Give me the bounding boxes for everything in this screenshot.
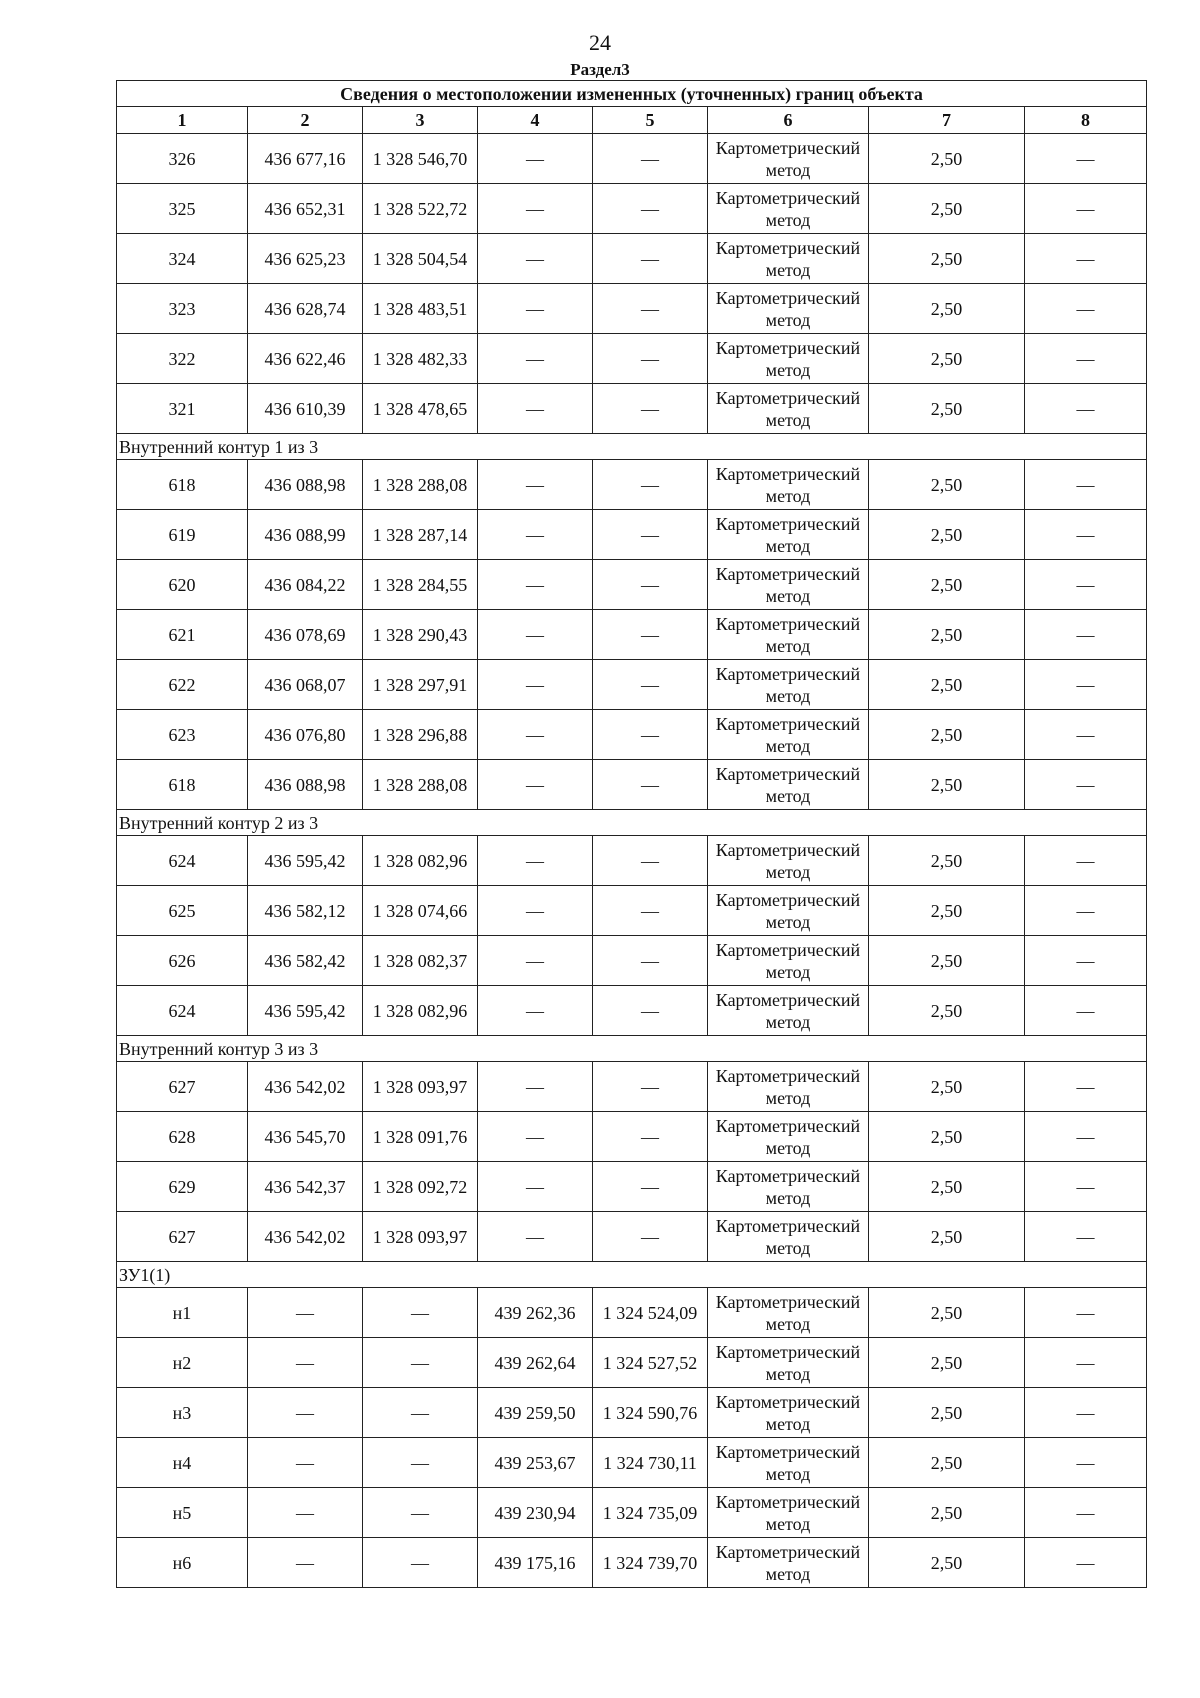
cell-point-number: 323 [117,284,248,334]
cell-new-x: 439 262,64 [478,1338,593,1388]
cell-description: — [1025,510,1147,560]
cell-method: Картометрический метод [708,284,869,334]
cell-description: — [1025,184,1147,234]
cell-method: Картометрический метод [708,1112,869,1162]
cell-old-x: 436 595,42 [248,836,363,886]
cell-description: — [1025,134,1147,184]
cell-old-y: — [363,1538,478,1588]
cell-new-x: — [478,886,593,936]
cell-precision: 2,50 [869,1488,1025,1538]
cell-precision: 2,50 [869,610,1025,660]
cell-old-x: 436 542,02 [248,1062,363,1112]
cell-method: Картометрический метод [708,710,869,760]
cell-new-y: — [593,660,708,710]
cell-point-number: 324 [117,234,248,284]
cell-old-y: 1 328 091,76 [363,1112,478,1162]
cell-description: — [1025,986,1147,1036]
column-number-header: 5 [593,107,708,134]
cell-new-y: 1 324 524,09 [593,1288,708,1338]
cell-point-number: 628 [117,1112,248,1162]
cell-method: Картометрический метод [708,134,869,184]
cell-new-y: 1 324 739,70 [593,1538,708,1588]
cell-precision: 2,50 [869,936,1025,986]
cell-precision: 2,50 [869,1288,1025,1338]
cell-new-x: — [478,836,593,886]
cell-precision: 2,50 [869,510,1025,560]
cell-description: — [1025,1062,1147,1112]
cell-new-x: — [478,760,593,810]
table-row [117,384,1147,434]
cell-precision: 2,50 [869,1162,1025,1212]
cell-description: — [1025,936,1147,986]
cell-precision: 2,50 [869,234,1025,284]
cell-method: Картометрический метод [708,886,869,936]
cell-old-x: 436 545,70 [248,1112,363,1162]
cell-point-number: н3 [117,1388,248,1438]
cell-old-x: 436 542,37 [248,1162,363,1212]
cell-old-y: 1 328 082,37 [363,936,478,986]
cell-new-x: 439 262,36 [478,1288,593,1338]
table-row [117,134,1147,184]
cell-new-y: — [593,184,708,234]
cell-new-x: — [478,1062,593,1112]
table-row [117,1388,1147,1438]
cell-new-x: — [478,134,593,184]
table-row [117,1212,1147,1262]
cell-new-y: — [593,134,708,184]
cell-old-y: 1 328 522,72 [363,184,478,234]
cell-method: Картометрический метод [708,610,869,660]
cell-point-number: 629 [117,1162,248,1212]
cell-old-y: 1 328 290,43 [363,610,478,660]
table-row [117,610,1147,660]
cell-point-number: 326 [117,134,248,184]
cell-method: Картометрический метод [708,384,869,434]
column-number-header: 3 [363,107,478,134]
cell-precision: 2,50 [869,184,1025,234]
cell-new-x: — [478,284,593,334]
cell-old-x: 436 622,46 [248,334,363,384]
cell-method: Картометрический метод [708,1388,869,1438]
cell-new-y: — [593,936,708,986]
cell-point-number: 622 [117,660,248,710]
cell-precision: 2,50 [869,760,1025,810]
cell-description: — [1025,710,1147,760]
cell-new-x: — [478,660,593,710]
cell-old-y: 1 328 288,08 [363,760,478,810]
cell-point-number: н1 [117,1288,248,1338]
cell-description: — [1025,836,1147,886]
cell-description: — [1025,1538,1147,1588]
table-row [117,1112,1147,1162]
cell-new-y: — [593,510,708,560]
cell-old-x: 436 088,98 [248,760,363,810]
cell-old-y: 1 328 483,51 [363,284,478,334]
cell-point-number: 325 [117,184,248,234]
cell-old-y: 1 328 288,08 [363,460,478,510]
table-row [117,284,1147,334]
cell-point-number: 623 [117,710,248,760]
cell-new-x: 439 230,94 [478,1488,593,1538]
cell-precision: 2,50 [869,460,1025,510]
cell-new-x: 439 259,50 [478,1388,593,1438]
cell-precision: 2,50 [869,986,1025,1036]
cell-precision: 2,50 [869,134,1025,184]
cell-point-number: 624 [117,836,248,886]
page-number: 24 [589,30,611,55]
contour-heading: Внутренний контур 1 из 3 [117,434,1147,460]
cell-method: Картометрический метод [708,1212,869,1262]
contour-heading: Внутренний контур 3 из 3 [117,1036,1147,1062]
cell-new-x: — [478,460,593,510]
cell-new-x: — [478,560,593,610]
cell-new-y: — [593,1162,708,1212]
table-row [117,886,1147,936]
cell-point-number: 625 [117,886,248,936]
cell-point-number: 618 [117,460,248,510]
cell-point-number: 321 [117,384,248,434]
cell-description: — [1025,886,1147,936]
cell-description: — [1025,760,1147,810]
cell-description: — [1025,1112,1147,1162]
cell-old-y: 1 328 546,70 [363,134,478,184]
cell-new-y: — [593,836,708,886]
cell-precision: 2,50 [869,560,1025,610]
cell-method: Картометрический метод [708,1438,869,1488]
cell-new-y: — [593,284,708,334]
contour-heading-row [117,1036,1147,1062]
cell-old-x: 436 582,42 [248,936,363,986]
contour-heading: ЗУ1(1) [117,1262,1147,1288]
cell-old-x: 436 084,22 [248,560,363,610]
cell-old-x: 436 068,07 [248,660,363,710]
cell-description: — [1025,284,1147,334]
contour-heading-row [117,434,1147,460]
cell-precision: 2,50 [869,660,1025,710]
cell-old-x: 436 076,80 [248,710,363,760]
cell-point-number: 620 [117,560,248,610]
cell-old-y: — [363,1288,478,1338]
contour-heading-row [117,810,1147,836]
cell-method: Картометрический метод [708,836,869,886]
cell-precision: 2,50 [869,1212,1025,1262]
contour-heading-row [117,1262,1147,1288]
cell-point-number: 619 [117,510,248,560]
cell-point-number: н5 [117,1488,248,1538]
cell-old-x: — [248,1488,363,1538]
cell-point-number: 627 [117,1212,248,1262]
cell-old-x: — [248,1288,363,1338]
column-number-header: 8 [1025,107,1147,134]
table-row [117,710,1147,760]
cell-point-number: 624 [117,986,248,1036]
cell-new-x: 439 253,67 [478,1438,593,1488]
cell-new-x: — [478,610,593,660]
cell-old-y: 1 328 297,91 [363,660,478,710]
table-row [117,334,1147,384]
cell-new-x: — [478,1212,593,1262]
table-row [117,1162,1147,1212]
cell-old-x: 436 582,12 [248,886,363,936]
cell-precision: 2,50 [869,710,1025,760]
cell-old-x: 436 652,31 [248,184,363,234]
cell-old-x: 436 677,16 [248,134,363,184]
column-number-header: 6 [708,107,869,134]
cell-point-number: н2 [117,1338,248,1388]
cell-old-x: — [248,1438,363,1488]
cell-new-y: — [593,234,708,284]
cell-old-x: 436 088,98 [248,460,363,510]
cell-old-x: — [248,1338,363,1388]
cell-precision: 2,50 [869,1338,1025,1388]
table-row [117,936,1147,986]
cell-new-y: 1 324 735,09 [593,1488,708,1538]
cell-precision: 2,50 [869,1438,1025,1488]
cell-old-x: 436 078,69 [248,610,363,660]
cell-new-x: — [478,184,593,234]
cell-old-y: 1 328 284,55 [363,560,478,610]
cell-description: — [1025,1388,1147,1438]
cell-new-x: — [478,710,593,760]
cell-point-number: 618 [117,760,248,810]
cell-new-y: — [593,384,708,434]
cell-description: — [1025,610,1147,660]
column-number-header: 7 [869,107,1025,134]
cell-new-y: — [593,1212,708,1262]
cell-new-y: — [593,986,708,1036]
cell-old-y: 1 328 093,97 [363,1212,478,1262]
table-row [117,1288,1147,1338]
cell-precision: 2,50 [869,886,1025,936]
cell-precision: 2,50 [869,334,1025,384]
table-row [117,1338,1147,1388]
cell-new-y: — [593,760,708,810]
cell-precision: 2,50 [869,384,1025,434]
cell-old-y: 1 328 093,97 [363,1062,478,1112]
cell-method: Картометрический метод [708,1538,869,1588]
cell-point-number: 627 [117,1062,248,1112]
cell-point-number: н6 [117,1538,248,1588]
cell-new-y: 1 324 527,52 [593,1338,708,1388]
cell-old-y: 1 328 082,96 [363,836,478,886]
cell-new-y: — [593,1062,708,1112]
cell-method: Картометрический метод [708,1062,869,1112]
cell-new-x: — [478,510,593,560]
table-row [117,760,1147,810]
cell-description: — [1025,1288,1147,1338]
cell-description: — [1025,1338,1147,1388]
table-row [117,1538,1147,1588]
cell-new-y: — [593,610,708,660]
cell-method: Картометрический метод [708,936,869,986]
cell-new-x: — [478,1112,593,1162]
cell-point-number: 621 [117,610,248,660]
cell-new-y: — [593,1112,708,1162]
cell-new-x: — [478,986,593,1036]
cell-description: — [1025,384,1147,434]
cell-method: Картометрический метод [708,510,869,560]
cell-new-y: — [593,560,708,610]
cell-description: — [1025,460,1147,510]
cell-old-y: — [363,1388,478,1438]
cell-precision: 2,50 [869,836,1025,886]
table-row [117,560,1147,610]
table-row [117,1488,1147,1538]
cell-method: Картометрический метод [708,660,869,710]
boundary-coordinates-table [116,80,1147,1588]
column-number-header: 4 [478,107,593,134]
cell-precision: 2,50 [869,1112,1025,1162]
cell-old-y: 1 328 296,88 [363,710,478,760]
cell-old-y: — [363,1438,478,1488]
cell-new-y: — [593,710,708,760]
cell-old-x: 436 088,99 [248,510,363,560]
column-number-header: 2 [248,107,363,134]
cell-old-y: — [363,1488,478,1538]
cell-new-x: 439 175,16 [478,1538,593,1588]
cell-method: Картометрический метод [708,986,869,1036]
cell-method: Картометрический метод [708,760,869,810]
table-row [117,460,1147,510]
cell-old-y: 1 328 082,96 [363,986,478,1036]
cell-description: — [1025,334,1147,384]
cell-precision: 2,50 [869,1538,1025,1588]
table-title: Сведения о местоположении измененных (уточненных) границ объекта [117,81,1147,107]
cell-new-y: — [593,886,708,936]
cell-old-x: 436 625,23 [248,234,363,284]
cell-new-x: — [478,384,593,434]
cell-description: — [1025,1438,1147,1488]
cell-point-number: 322 [117,334,248,384]
cell-method: Картометрический метод [708,334,869,384]
cell-description: — [1025,660,1147,710]
table-row [117,510,1147,560]
table-row [117,986,1147,1036]
cell-old-y: — [363,1338,478,1388]
cell-old-x: — [248,1538,363,1588]
cell-method: Картометрический метод [708,234,869,284]
contour-heading: Внутренний контур 2 из 3 [117,810,1147,836]
cell-method: Картометрический метод [708,1288,869,1338]
cell-method: Картометрический метод [708,1162,869,1212]
cell-description: — [1025,1212,1147,1262]
cell-method: Картометрический метод [708,460,869,510]
table-row [117,660,1147,710]
cell-description: — [1025,1162,1147,1212]
table-row [117,1062,1147,1112]
cell-old-y: 1 328 092,72 [363,1162,478,1212]
column-number-header: 1 [117,107,248,134]
cell-new-y: — [593,334,708,384]
cell-old-y: 1 328 287,14 [363,510,478,560]
cell-new-y: 1 324 590,76 [593,1388,708,1438]
cell-old-x: 436 542,02 [248,1212,363,1262]
cell-new-x: — [478,234,593,284]
table-row [117,1438,1147,1488]
cell-method: Картометрический метод [708,560,869,610]
cell-method: Картометрический метод [708,184,869,234]
table-row [117,234,1147,284]
cell-old-x: 436 628,74 [248,284,363,334]
cell-new-y: 1 324 730,11 [593,1438,708,1488]
cell-method: Картометрический метод [708,1488,869,1538]
cell-new-x: — [478,334,593,384]
cell-old-y: 1 328 074,66 [363,886,478,936]
cell-old-x: 436 610,39 [248,384,363,434]
cell-old-y: 1 328 504,54 [363,234,478,284]
table-row [117,836,1147,886]
cell-point-number: н4 [117,1438,248,1488]
cell-description: — [1025,234,1147,284]
cell-old-x: — [248,1388,363,1438]
cell-old-x: 436 595,42 [248,986,363,1036]
table-row [117,184,1147,234]
cell-description: — [1025,560,1147,610]
cell-new-x: — [478,1162,593,1212]
cell-point-number: 626 [117,936,248,986]
cell-precision: 2,50 [869,1388,1025,1438]
cell-new-x: — [478,936,593,986]
cell-precision: 2,50 [869,1062,1025,1112]
cell-precision: 2,50 [869,284,1025,334]
section-label: Раздел3 [570,60,630,79]
cell-description: — [1025,1488,1147,1538]
cell-old-y: 1 328 478,65 [363,384,478,434]
cell-method: Картометрический метод [708,1338,869,1388]
cell-new-y: — [593,460,708,510]
cell-old-y: 1 328 482,33 [363,334,478,384]
